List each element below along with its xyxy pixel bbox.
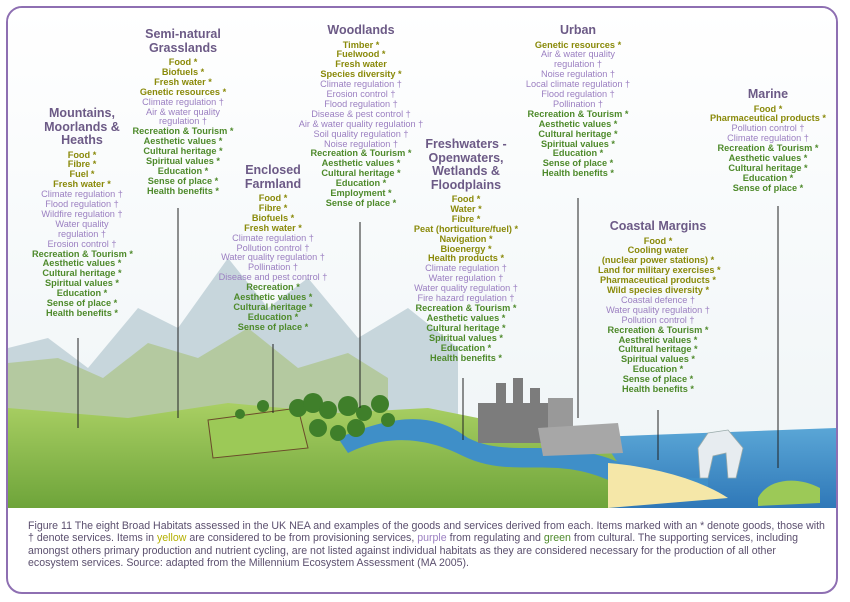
service-item: Employment * bbox=[330, 188, 392, 199]
caption-text: are considered to be from provisioning services, bbox=[186, 532, 418, 545]
service-item: Biofuels * bbox=[251, 212, 295, 223]
service-item: Coastal defence † bbox=[620, 294, 696, 305]
habitat-items bbox=[518, 41, 638, 180]
habitat-urban bbox=[518, 24, 638, 179]
service-item: Education * bbox=[440, 342, 492, 353]
service-item: Education * bbox=[632, 364, 684, 375]
service-item: Aesthetic values * bbox=[426, 312, 506, 323]
habitat-title-line: Moorlands & bbox=[44, 119, 120, 134]
service-item: Water quality regulation † bbox=[414, 283, 518, 294]
service-item: Pollution control † bbox=[236, 242, 310, 253]
habitat-title bbox=[708, 88, 828, 102]
service-item: Cooling water bbox=[627, 245, 689, 256]
service-item: Climate regulation † bbox=[727, 133, 809, 144]
service-item: Pharmaceutical products * bbox=[710, 113, 826, 124]
service-item: Climate regulation † bbox=[320, 79, 402, 90]
service-item: Peat (horticulture/fuel) * bbox=[413, 223, 519, 234]
service-item: regulation † bbox=[57, 228, 106, 239]
habitat-items bbox=[213, 194, 333, 333]
service-item: Food * bbox=[258, 193, 288, 203]
service-item: Spiritual values * bbox=[44, 278, 120, 289]
habitat-title-line: Urban bbox=[559, 23, 597, 37]
service-item: Climate regulation † bbox=[232, 232, 314, 243]
service-item: Sense of place * bbox=[325, 198, 397, 208]
service-item: Air & water quality regulation † bbox=[298, 118, 424, 129]
service-item: Wildfire regulation † bbox=[41, 208, 123, 219]
service-item: Climate regulation † bbox=[142, 96, 224, 107]
service-item: Health benefits * bbox=[46, 308, 118, 318]
service-item: Noise regulation † bbox=[540, 69, 616, 80]
service-item: Climate regulation † bbox=[41, 189, 123, 200]
service-item: Fibre * bbox=[67, 159, 97, 170]
service-item: Health benefits * bbox=[147, 185, 219, 196]
habitat-items bbox=[406, 195, 526, 363]
habitat-title-line: Enclosed bbox=[245, 163, 301, 177]
service-item: regulation † bbox=[553, 59, 602, 70]
service-item: Water quality regulation † bbox=[221, 252, 325, 263]
service-item: Aesthetic values * bbox=[618, 334, 698, 345]
service-item: Recreation * bbox=[246, 282, 300, 293]
service-item: Food * bbox=[451, 194, 481, 204]
service-item: (nuclear power stations) * bbox=[601, 255, 715, 266]
service-item: Recreation & Tourism * bbox=[310, 148, 412, 159]
service-item: Navigation * bbox=[439, 233, 493, 244]
caption-text: Figure 11 The eight Broad Habitats assessed in the UK NEA and examples of the goods and services derived from each. Items marked with an * denote goods, those with † denote services. Items in bbox=[28, 520, 825, 545]
service-item: Health benefits * bbox=[542, 168, 614, 179]
service-item: Sense of place * bbox=[147, 175, 219, 186]
service-item: Wild species diversity * bbox=[606, 285, 710, 296]
service-item: Water quality regulation † bbox=[606, 304, 710, 315]
service-item: Recreation & Tourism * bbox=[415, 302, 517, 313]
service-item: Education * bbox=[552, 148, 604, 159]
service-item: Air & water quality bbox=[540, 49, 616, 60]
service-item: Disease and pest control † bbox=[218, 272, 328, 283]
service-item: Aesthetic values * bbox=[538, 118, 618, 129]
service-item: Recreation & Tourism * bbox=[32, 248, 133, 259]
habitat-title-line: Heaths bbox=[61, 133, 103, 147]
service-item: Erosion control † bbox=[47, 238, 117, 249]
service-item: Aesthetic values * bbox=[728, 153, 808, 164]
habitat-title bbox=[598, 220, 718, 234]
service-item: Health products * bbox=[427, 253, 505, 264]
habitat-title-line: Farmland bbox=[244, 176, 302, 191]
service-item: Recreation & Tourism * bbox=[527, 108, 629, 119]
service-item: Sense of place * bbox=[237, 321, 309, 332]
habitat-coastal bbox=[598, 219, 721, 395]
habitat-title-line: Grasslands bbox=[148, 40, 218, 55]
urban-rocks bbox=[538, 423, 623, 456]
service-item: Cultural heritage * bbox=[618, 344, 698, 355]
service-item: Health benefits * bbox=[430, 352, 502, 363]
habitat-items bbox=[708, 105, 828, 194]
service-item: Species diversity * bbox=[320, 69, 402, 80]
service-item: Genetic resources * bbox=[139, 86, 227, 97]
service-item: Water * bbox=[450, 203, 482, 214]
habitat-title-line: Marine bbox=[747, 87, 789, 101]
habitat-title-line: Freshwaters - bbox=[425, 137, 507, 151]
service-item: Recreation & Tourism * bbox=[607, 324, 709, 335]
service-item: Fibre * bbox=[258, 202, 288, 213]
habitat-title bbox=[291, 24, 431, 38]
habitat-title-line: Semi-natural bbox=[145, 27, 221, 41]
service-item: Pollination † bbox=[247, 262, 299, 273]
service-item: Education * bbox=[157, 165, 209, 176]
service-item: Pollution control † bbox=[731, 123, 805, 134]
habitat-title-line: Mountains, bbox=[49, 106, 115, 120]
caption-purple: purple bbox=[417, 532, 447, 545]
service-item: Cultural heritage * bbox=[143, 146, 223, 157]
service-item: Recreation & Tourism * bbox=[717, 143, 819, 154]
service-item: Aesthetic values * bbox=[42, 258, 122, 269]
habitat-items bbox=[598, 235, 721, 396]
service-item: Sense of place * bbox=[542, 158, 614, 169]
service-item: Fuel * bbox=[69, 169, 95, 180]
habitat-title bbox=[518, 24, 638, 38]
service-item: Fresh water * bbox=[53, 179, 111, 190]
service-item: Disease & pest control † bbox=[311, 108, 411, 119]
service-item: Flood regulation † bbox=[324, 98, 398, 109]
service-item: Flood regulation † bbox=[541, 89, 615, 100]
service-item: Timber * bbox=[342, 39, 380, 50]
habitat-title bbox=[32, 107, 132, 148]
figure-caption bbox=[28, 520, 828, 569]
habitat-title-line: Openwaters, bbox=[428, 150, 504, 165]
service-item: Biofuels * bbox=[161, 66, 205, 77]
habitat-title bbox=[406, 138, 526, 192]
service-item: Cultural heritage * bbox=[42, 268, 122, 279]
habitat-marine bbox=[708, 88, 828, 194]
habitat-title-line: Wetlands & bbox=[432, 164, 500, 178]
service-item: Fresh water * bbox=[154, 76, 212, 87]
service-item: Pollination † bbox=[552, 98, 604, 109]
service-item: Food * bbox=[643, 235, 673, 246]
service-item: Cultural heritage * bbox=[728, 162, 808, 173]
service-item: Sense of place * bbox=[622, 374, 694, 385]
service-item: Cultural heritage * bbox=[321, 168, 401, 179]
service-item: Fuelwood * bbox=[336, 49, 386, 60]
habitat-title-line: Floodplains bbox=[430, 177, 502, 192]
service-item: Fresh water * bbox=[244, 222, 302, 233]
service-item: Flood regulation † bbox=[45, 199, 119, 210]
service-item: Water quality bbox=[55, 218, 109, 229]
service-item: Cultural heritage * bbox=[233, 301, 313, 312]
service-item: Pharmaceutical products * bbox=[600, 275, 716, 286]
service-item: Food * bbox=[168, 57, 198, 67]
habitat-title-line: Coastal Margins bbox=[609, 219, 707, 233]
service-item: Air & water quality bbox=[145, 106, 221, 117]
figure-frame bbox=[6, 6, 838, 594]
service-item: Education * bbox=[335, 178, 387, 189]
service-item: Health benefits * bbox=[622, 384, 694, 395]
service-item: Food * bbox=[753, 103, 783, 114]
service-item: Fresh water bbox=[335, 59, 387, 70]
service-item: Pollution control † bbox=[621, 314, 695, 325]
service-item: Climate regulation † bbox=[425, 263, 507, 274]
service-item: Genetic resources * bbox=[534, 39, 622, 50]
service-item: Aesthetic values * bbox=[233, 292, 313, 303]
caption-text: from regulating and bbox=[446, 532, 544, 545]
habitat-items bbox=[32, 151, 132, 319]
habitat-title bbox=[123, 28, 243, 55]
service-item: Sense of place * bbox=[46, 298, 118, 309]
service-item: Fibre * bbox=[451, 213, 481, 224]
caption-text: from cultural. The supporting services, including amongst others primary production and nutrient cycling, are not listed against individual habitats as they are considered necessary for the production of all other ecosystem services. Source: adapted from the Millennium Ecosystem Assessment (MA 2005). bbox=[28, 532, 799, 569]
service-item: Erosion control † bbox=[326, 89, 396, 100]
service-item: regulation † bbox=[158, 116, 207, 127]
service-item: Spiritual values * bbox=[540, 138, 616, 149]
service-item: Local climate regulation † bbox=[525, 79, 631, 90]
service-item: Education * bbox=[742, 172, 794, 183]
service-item: Recreation & Tourism * bbox=[132, 126, 234, 137]
service-item: Spiritual values * bbox=[145, 156, 221, 167]
service-item: Soil quality regulation † bbox=[313, 128, 409, 139]
service-item: Cultural heritage * bbox=[538, 128, 618, 139]
habitat-title-line: Woodlands bbox=[327, 23, 395, 37]
service-item: Education * bbox=[247, 311, 299, 322]
service-item: Cultural heritage * bbox=[426, 322, 506, 333]
habitat-mountains bbox=[32, 107, 132, 319]
service-item: Land for military exercises * bbox=[598, 265, 721, 276]
service-item: Education * bbox=[56, 288, 108, 299]
service-item: Spiritual values * bbox=[428, 332, 504, 343]
service-item: Food * bbox=[67, 149, 97, 160]
service-item: Spiritual values * bbox=[620, 354, 696, 365]
service-item: Aesthetic values * bbox=[321, 158, 401, 169]
habitat-freshwaters bbox=[406, 138, 526, 363]
caption-yellow: yellow bbox=[156, 532, 187, 545]
service-item: Fire hazard regulation † bbox=[417, 293, 515, 304]
service-item: Aesthetic values * bbox=[143, 136, 223, 147]
service-item: Noise regulation † bbox=[323, 138, 399, 149]
caption-green: green bbox=[543, 532, 571, 545]
service-item: Bioenergy * bbox=[440, 243, 492, 254]
service-item: Sense of place * bbox=[732, 182, 804, 193]
service-item: Water regulation † bbox=[428, 273, 504, 284]
